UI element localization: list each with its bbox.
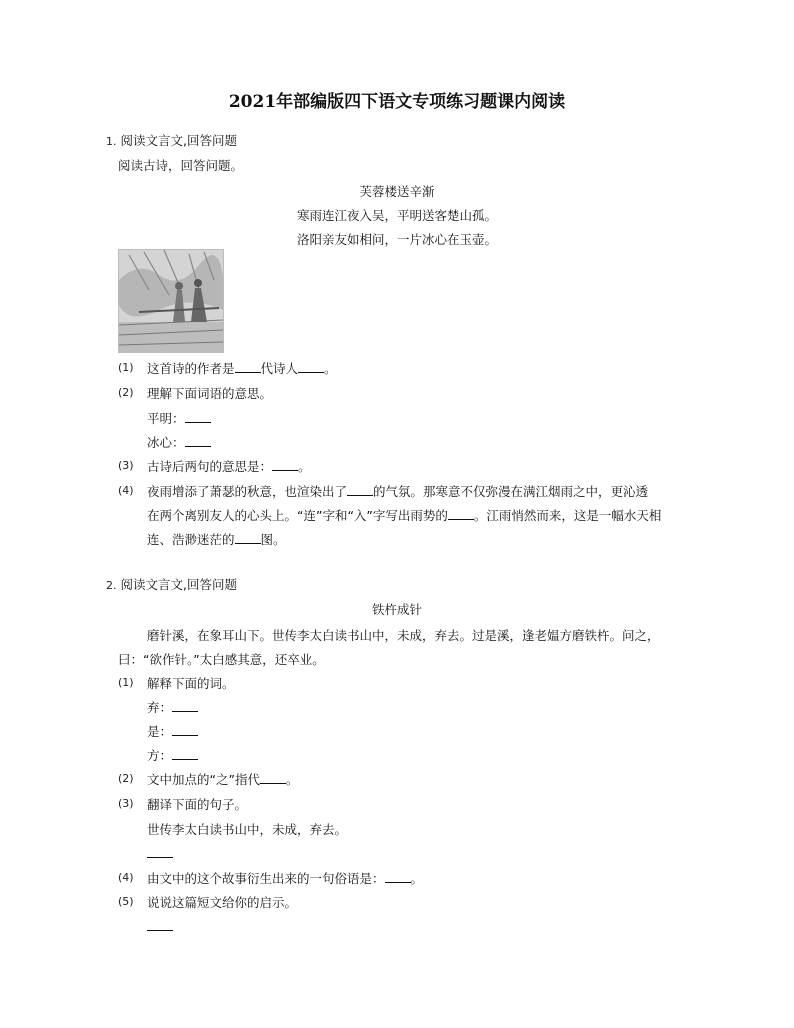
term-item: [147, 746, 198, 764]
sentence-to-translate: 世传李太白读书山中，未成，弃去。: [147, 822, 348, 837]
sub-number: (2): [118, 772, 134, 785]
term-item: [147, 698, 198, 716]
sub-question-2: [118, 770, 299, 787]
question-intro: 阅读古诗，回答问题。: [118, 158, 244, 173]
sub-question-text: 理解下面词语的意思。: [147, 386, 273, 401]
text-part: 在两个离别友人的心头上。“连”字和“入”字写出雨势的: [147, 508, 448, 523]
term-item: [147, 409, 211, 427]
answer-blank[interactable]: [385, 870, 411, 883]
text-part: 。: [410, 871, 424, 886]
poem-illustration: [118, 249, 224, 353]
term-label: 是：: [147, 724, 173, 739]
sub-question-4: [118, 869, 424, 886]
text-part: 由文中的这个故事衍生出来的一句俗语是：: [147, 871, 385, 886]
text-part: 古诗后两句的意思是：: [147, 459, 273, 474]
sub-question-4-line: [147, 530, 286, 548]
term-label: 方：: [147, 748, 173, 763]
term-label: 冰心：: [147, 435, 185, 450]
sub-number: (5): [118, 895, 134, 908]
sub-number: (4): [118, 871, 134, 884]
term-item: [147, 722, 198, 740]
term-label: 平明：: [147, 411, 185, 426]
text-part: 图。: [260, 532, 286, 547]
answer-blank[interactable]: [272, 458, 298, 471]
answer-blank[interactable]: [172, 747, 198, 760]
sub-question-1: [118, 674, 235, 691]
sub-question-text: [147, 770, 298, 788]
sub-question-text: [147, 482, 648, 500]
answer-blank[interactable]: [185, 434, 211, 447]
answer-blank[interactable]: [147, 845, 173, 858]
sub-number: (1): [118, 361, 134, 374]
question-number: 2.: [106, 579, 117, 592]
sub-question-text: [147, 457, 311, 475]
answer-blank[interactable]: [448, 507, 474, 520]
text-part: 。: [324, 361, 337, 376]
sub-question-4-line: [147, 506, 661, 524]
text-part: 连、浩渺迷茫的: [147, 532, 235, 547]
term-item: [147, 433, 211, 451]
passage-line: 曰：“欲作针。”太白感其意，还卒业。: [118, 652, 325, 667]
answer-blank[interactable]: [147, 918, 173, 931]
question-2-header: [106, 575, 237, 593]
text-part: 。江雨悄然而来，这是一幅水天相: [473, 508, 662, 523]
sub-number: (3): [118, 797, 134, 810]
question-number: 1.: [106, 135, 117, 148]
sub-number: (3): [118, 459, 134, 472]
term-label: 弃：: [147, 700, 173, 715]
text-part: 。: [285, 772, 299, 787]
sub-question-text: 解释下面的词。: [147, 676, 235, 691]
answer-blank[interactable]: [172, 723, 198, 736]
text-part: 的气氛。那寒意不仅弥漫在满江烟雨之中，更沁透: [373, 484, 649, 499]
text-part: 这首诗的作者是: [147, 361, 235, 376]
sub-question-3: [118, 795, 248, 812]
sub-question-5: [118, 893, 298, 910]
passage-line: 磨针溪，在象耳山下。世传李太白读书山中，未成，弃去。过是溪，逢老媪方磨铁杵。问之，: [147, 628, 660, 643]
sub-question-4: [118, 482, 649, 499]
answer-blank[interactable]: [298, 360, 324, 373]
answer-line[interactable]: [147, 845, 173, 861]
passage-title: 铁杵成针: [371, 602, 422, 617]
answer-blank[interactable]: [260, 771, 286, 784]
sub-number: (2): [118, 386, 134, 399]
poem-line: 洛阳亲友如相问，一片冰心在玉壶。: [296, 232, 497, 247]
answer-blank[interactable]: [235, 360, 261, 373]
poem-line: 寒雨连江夜入吴，平明送客楚山孤。: [296, 208, 497, 223]
sub-question-text: 说说这篇短文给你的启示。: [147, 895, 298, 910]
question-heading: 阅读文言文,回答问题: [120, 133, 237, 148]
sub-question-2: [118, 384, 273, 401]
answer-blank[interactable]: [235, 531, 261, 544]
question-1-header: [106, 131, 237, 149]
answer-blank[interactable]: [172, 699, 198, 712]
page-title: 2021年部编版四下语文专项练习题课内阅读: [228, 92, 566, 112]
sub-question-3: [118, 457, 311, 474]
text-part: 代诗人: [260, 361, 299, 376]
sub-question-1: [118, 359, 337, 376]
sub-question-text: 翻译下面的句子。: [147, 797, 248, 812]
sub-question-text: [147, 869, 423, 887]
answer-line[interactable]: [147, 918, 173, 934]
answer-blank[interactable]: [185, 410, 211, 423]
text-part: 。: [298, 459, 311, 474]
sub-question-text: [147, 359, 337, 377]
sub-number: (1): [118, 676, 134, 689]
question-heading: 阅读文言文,回答问题: [120, 577, 237, 592]
text-part: 夜雨增添了萧瑟的秋意，也渲染出了: [147, 484, 348, 499]
answer-blank[interactable]: [347, 483, 373, 496]
text-part: 文中加点的“之”指代: [147, 772, 260, 787]
poem-title: 芙蓉楼送辛渐: [359, 184, 435, 199]
sub-number: (4): [118, 484, 134, 497]
